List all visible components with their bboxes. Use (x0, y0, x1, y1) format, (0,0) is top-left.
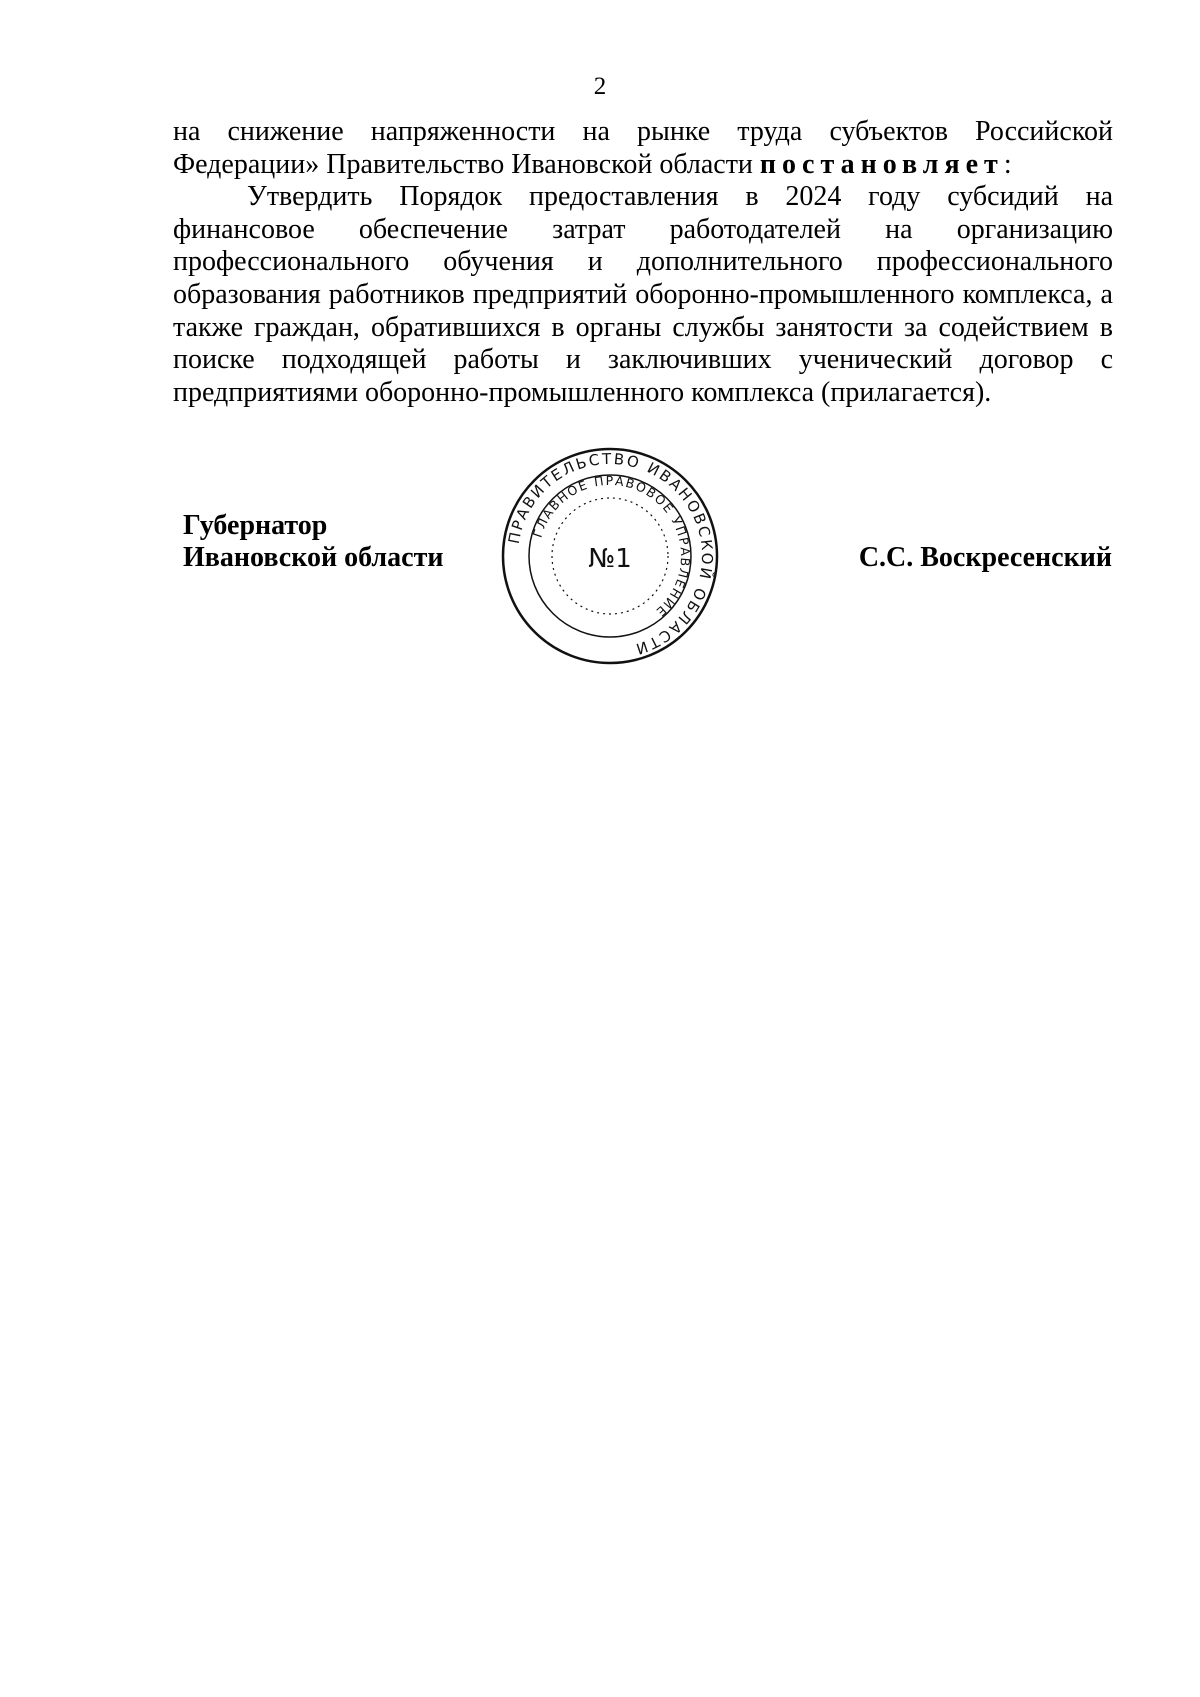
signer-position-line-2: Ивановской области (183, 542, 444, 573)
paragraph-1-end: : (1003, 148, 1012, 180)
official-seal-stamp (499, 445, 721, 667)
paragraph-resolution: Утвердить Порядок предоставления в 2024 году субсидий на финансовое обеспечение затрат работодателей на организацию профессионального обучения и дополнительного профессионального образования работников предприятий оборонно-промышленного комплекса, а также граждан, обратившихся в органы службы занятости за содействием в поиске подходящей работы и заключивших ученический договор с предприятиями оборонно-промышленного комплекса (прилагается). (173, 181, 1113, 408)
signer-name: С.С. Воскресенский (858, 542, 1112, 573)
resolution-keyword: постановляет (759, 148, 1004, 180)
signer-position-line-1: Губернатор (183, 510, 328, 541)
paragraph-1-text: на снижение напряженности на рынке труда субъектов Российской Федерации» Правительство Ивановской области (173, 116, 1113, 180)
page-number: 2 (593, 73, 607, 100)
signature-block (183, 510, 443, 574)
seal-number: №1 (588, 544, 632, 574)
seal-outer-text: ПРАВИТЕЛЬСТВО ИВАНОВСКОЙ ОБЛАСТИ (504, 449, 717, 659)
seal-graphic (499, 445, 721, 667)
document-body (173, 116, 1113, 409)
paragraph-preamble-ending (173, 116, 1113, 181)
seal-inner-text: ГЛАВНОЕ ПРАВОВОЕ УПРАВЛЕНИЕ (529, 472, 694, 621)
